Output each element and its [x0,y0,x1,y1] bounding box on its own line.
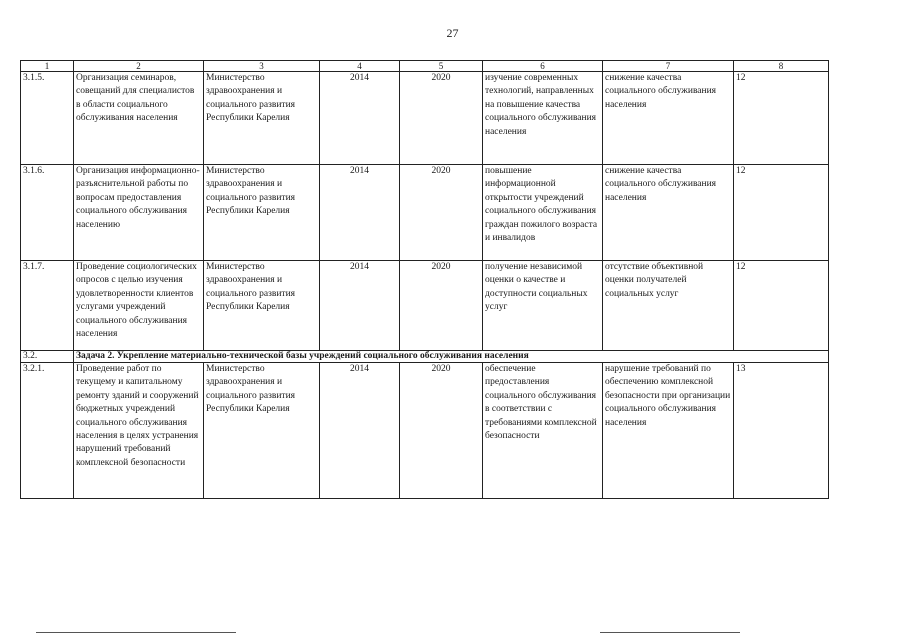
measure-cell: Организация семинаров, совещаний для специалистов в области социального обслуживания населения [74,72,204,165]
consequence-cell: нарушение требований по обеспечению комплексной безопасности при организации социального обслуживания населения [603,363,734,499]
link-cell: 12 [734,165,829,261]
link-cell: 13 [734,363,829,499]
table-row [21,72,829,165]
column-header: 4 [320,61,400,72]
measure-cell: Проведение работ по текущему и капитальному ремонту зданий и сооружений бюджетных учреждений социального обслуживания населения в целях устранения нарушений требований комплексной безопасности [74,363,204,499]
consequence-cell: отсутствие объективной оценки получателей социальных услуг [603,261,734,351]
executor-cell: Министерство здравоохранения и социального развития Республики Карелия [204,261,320,351]
column-header: 8 [734,61,829,72]
result-cell: обеспечение предоставления социального обслуживания в соответствии с требованиями комплексной безопасности [483,363,603,499]
column-header: 3 [204,61,320,72]
end-year-cell: 2020 [400,72,483,165]
measure-cell: Проведение социологических опросов с целью изучения удовлетворенности клиентов услугами учреждений социального обслуживания населения [74,261,204,351]
start-year-cell: 2014 [320,165,400,261]
link-cell: 12 [734,261,829,351]
task-title: Задача 2. Укрепление материально-технической базы учреждений социального обслуживания населения [74,351,829,363]
consequence-cell: снижение качества социального обслуживания населения [603,72,734,165]
row-number: 3.1.5. [21,72,74,165]
start-year-cell: 2014 [320,363,400,499]
result-cell: получение независимой оценки о качестве и доступности социальных услуг [483,261,603,351]
column-header: 5 [400,61,483,72]
task-number: 3.2. [21,351,74,363]
column-header: 1 [21,61,74,72]
task-row [21,351,829,363]
header-row [21,61,829,72]
start-year-cell: 2014 [320,72,400,165]
executor-cell: Министерство здравоохранения и социального развития Республики Карелия [204,363,320,499]
column-header: 2 [74,61,204,72]
measures-table [20,60,829,499]
link-cell: 12 [734,72,829,165]
bottom-rule-left [36,632,236,633]
end-year-cell: 2020 [400,165,483,261]
row-number: 3.2.1. [21,363,74,499]
page-number: 27 [446,26,459,40]
column-header: 7 [603,61,734,72]
result-cell: повышение информационной открытости учреждений социального обслуживания граждан пожилого возраста и инвалидов [483,165,603,261]
end-year-cell: 2020 [400,363,483,499]
executor-cell: Министерство здравоохранения и социального развития Республики Карелия [204,72,320,165]
column-header: 6 [483,61,603,72]
end-year-cell: 2020 [400,261,483,351]
table-row [21,261,829,351]
bottom-rule-right [600,632,740,633]
result-cell: изучение современных технологий, направленных на повышение качества социального обслуживания населения [483,72,603,165]
table-row [21,363,829,499]
row-number: 3.1.7. [21,261,74,351]
consequence-cell: снижение качества социального обслуживания населения [603,165,734,261]
measure-cell: Организация информационно-разъяснительной работы по вопросам предоставления социального обслуживания населению [74,165,204,261]
row-number: 3.1.6. [21,165,74,261]
start-year-cell: 2014 [320,261,400,351]
executor-cell: Министерство здравоохранения и социального развития Республики Карелия [204,165,320,261]
table-row [21,165,829,261]
